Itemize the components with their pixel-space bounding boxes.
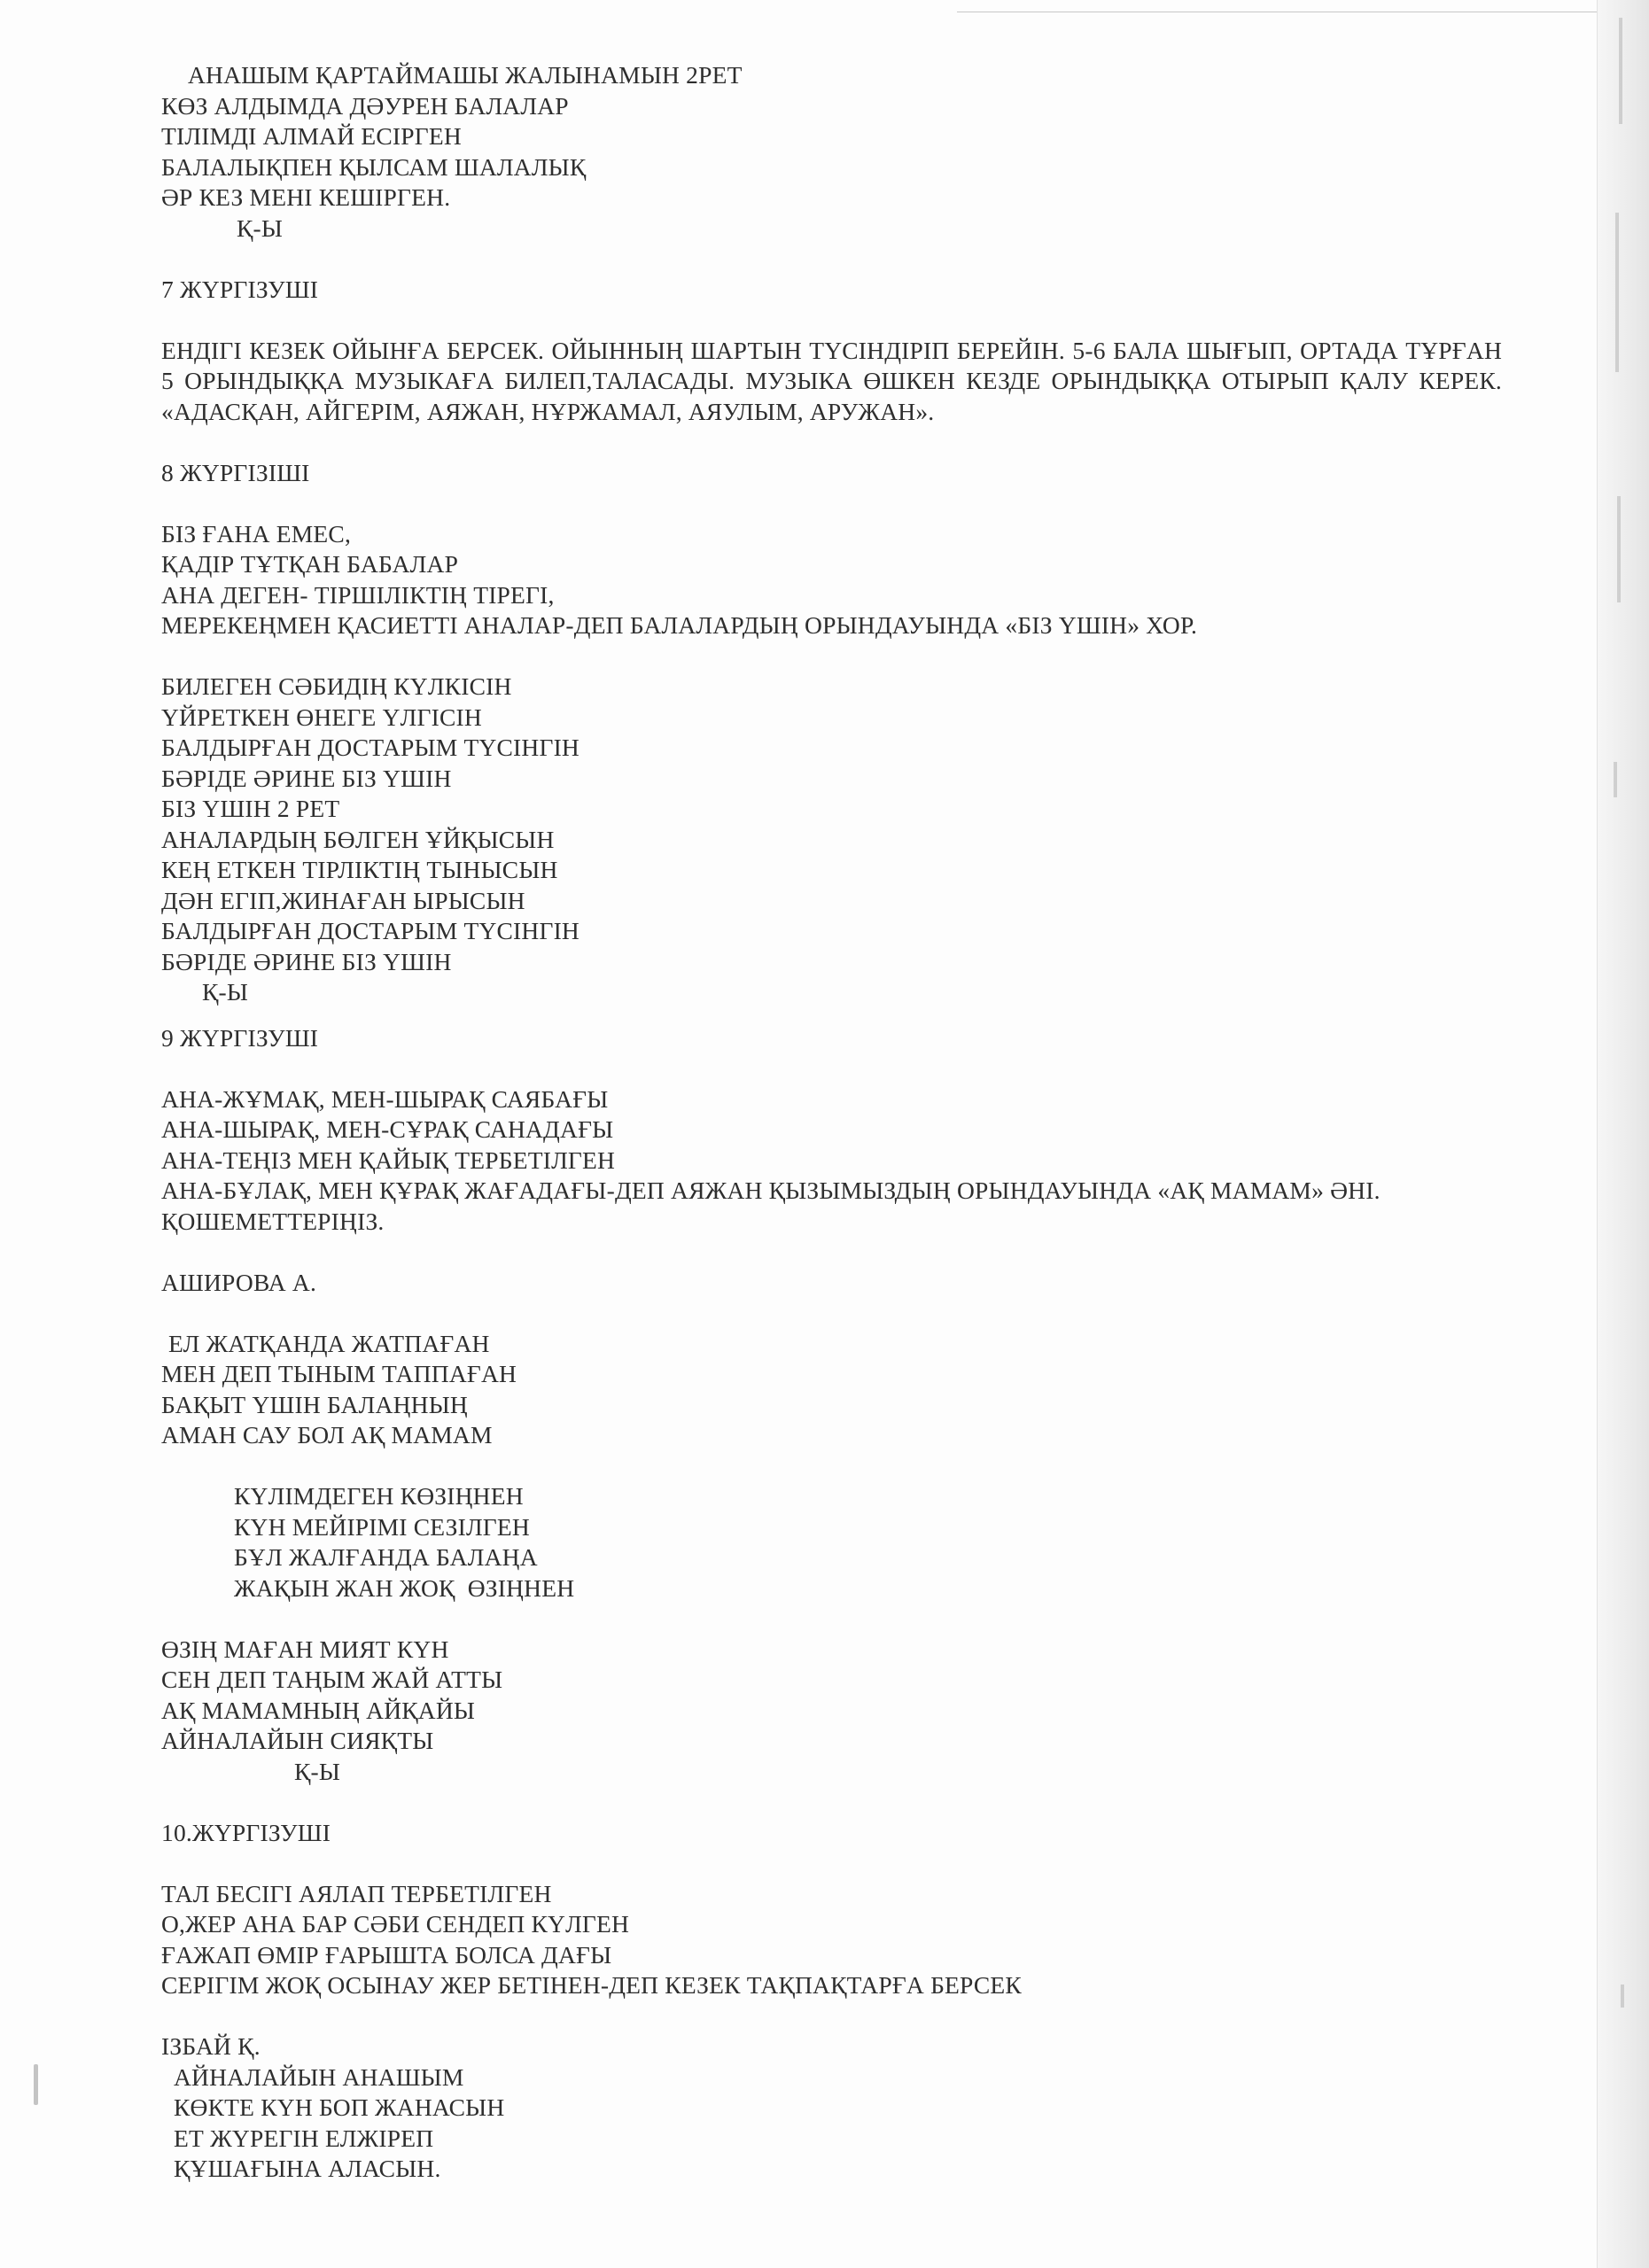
song-line: БӘРІДЕ ӘРИНЕ БІЗ ҮШІН: [161, 947, 452, 975]
song-line: КҮЛІМДЕГЕН КӨЗІҢНЕН: [234, 1482, 524, 1510]
poem-line: ҚОШЕМЕТТЕРІҢІЗ.: [161, 1207, 385, 1235]
poem-line: АНА-БҰЛАҚ, МЕН ҚҰРАҚ ЖАҒАДАҒЫ-ДЕП АЯЖАН ҚЫЗЫМЫЗДЫҢ ОРЫНДАУЫНДА «АҚ МАМАМ» ӘНІ.: [161, 1177, 1381, 1204]
performer-name: АШИРОВА А.: [161, 1268, 317, 1296]
poem-line: ҚҰШАҒЫНА АЛАСЫН.: [174, 2155, 441, 2182]
poem-line: АНАШЫМ ҚАРТАЙМАШЫ ЖАЛЫНАМЫН 2РЕТ: [188, 61, 743, 89]
chorus-marker: Қ-Ы: [237, 214, 284, 242]
song-line: ДӘН ЕГІП,ЖИНАҒАН ЫРЫСЫН: [161, 886, 525, 914]
poem-line: БАЛАЛЫҚПЕН ҚЫЛСАМ ШАЛАЛЫҚ: [161, 152, 587, 181]
song-line: БАҚЫТ ҮШІН БАЛАҢНЫҢ: [161, 1390, 468, 1418]
poem-line: АНА-ЖҰМАҚ, МЕН-ШЫРАҚ САЯБАҒЫ: [161, 1084, 609, 1113]
poem-line: ҚАДІР ТҰТҚАН БАБАЛАР: [161, 550, 459, 578]
song-line: БИЛЕГЕН СӘБИДІҢ КҮЛКІСІН: [161, 672, 512, 700]
poem-line: БІЗ ҒАНА ЕМЕС,: [161, 519, 352, 548]
poem-line: АНА ДЕГЕН- ТІРШІЛІКТІҢ ТІРЕГІ,: [161, 580, 555, 609]
document-body: [161, 60, 1508, 2185]
poem-line: АНА-ТЕҢІЗ МЕН ҚАЙЫҚ ТЕРБЕТІЛГЕН: [161, 1146, 616, 1174]
song-line: БІЗ ҮШІН 2 РЕТ: [161, 795, 340, 822]
song-line: МЕН ДЕП ТЫНЫМ ТАППАҒАН: [161, 1360, 517, 1387]
scan-right-edge: [1597, 0, 1649, 2268]
poem-line: ЕТ ЖҮРЕГІН ЕЛЖІРЕП: [174, 2124, 434, 2152]
song-line: ӨЗІҢ МАҒАН МИЯТ КҮН: [161, 1635, 449, 1663]
performer-name: ІЗБАЙ Қ.: [161, 2032, 261, 2060]
section-heading: 8 ЖҮРГІЗІШІ: [161, 458, 310, 486]
song-line: КҮН МЕЙІРІМІ СЕЗІЛГЕН: [234, 1512, 530, 1541]
song-line: БҰЛ ЖАЛҒАНДА БАЛАҢА: [234, 1543, 538, 1571]
poem-line: АЙНАЛАЙЫН АНАШЫМ: [174, 2062, 464, 2091]
poem-line: ӘР КЕЗ МЕНІ КЕШІРГЕН.: [161, 183, 451, 211]
chorus-marker: Қ-Ы: [294, 1757, 341, 1785]
song-line: ЖАҚЫН ЖАН ЖОҚ ӨЗІҢНЕН: [234, 1573, 575, 1602]
poem-line: ТІЛІМДІ АЛМАЙ ЕСІРГЕН: [161, 122, 462, 150]
song-line: ҮЙРЕТКЕН ӨНЕГЕ ҮЛГІСІН: [161, 703, 482, 731]
poem-line: СЕРІГІМ ЖОҚ ОСЫНАУ ЖЕР БЕТІНЕН-ДЕП КЕЗЕК ТАҚПАҚТАРҒА БЕРСЕК: [161, 1971, 1022, 1999]
scan-artifact: [1621, 1984, 1624, 2008]
section-heading: 7 ЖҮРГІЗУШІ: [161, 275, 319, 303]
poem-line: КӨЗ АЛДЫМДА ДӘУРЕН БАЛАЛАР: [161, 91, 569, 120]
section-heading: 10.ЖҮРГІЗУШІ: [161, 1818, 331, 1846]
scan-artifact: [1615, 213, 1619, 372]
poem-line: ҒАЖАП ӨМІР ҒАРЫШТА БОЛСА ДАҒЫ: [161, 1940, 612, 1969]
song-line: БӘРІДЕ ӘРИНЕ БІЗ ҮШІН: [161, 764, 452, 792]
poem-line: КӨКТЕ КҮН БОП ЖАНАСЫН: [174, 2093, 505, 2121]
song-line: АЙНАЛАЙЫН СИЯҚТЫ: [161, 1727, 434, 1754]
scan-artifact: [1617, 496, 1621, 602]
scan-artifact: [1614, 762, 1617, 797]
song-line: АНАЛАРДЫҢ БӨЛГЕН ҰЙҚЫСЫН: [161, 825, 555, 853]
chorus-marker: Қ-Ы: [202, 978, 249, 1006]
song-line: ЕЛ ЖАТҚАНДА ЖАТПАҒАН: [168, 1329, 490, 1357]
section-heading: 9 ЖҮРГІЗУШІ: [161, 1023, 319, 1052]
poem-line: АНА-ШЫРАҚ, МЕН-СҰРАҚ САНАДАҒЫ: [161, 1115, 614, 1143]
song-line: АМАН САУ БОЛ АҚ МАМАМ: [161, 1421, 493, 1449]
scan-artifact: [1619, 18, 1622, 124]
poem-line: МЕРЕКЕҢМЕН ҚАСИЕТТІ АНАЛАР-ДЕП БАЛАЛАРДЫҢ ОРЫНДАУЫНДА «БІЗ ҮШІН» ХОР.: [161, 611, 1198, 639]
poem-line: ТАЛ БЕСІГІ АЯЛАП ТЕРБЕТІЛГЕН: [161, 1879, 552, 1907]
song-line: СЕН ДЕП ТАҢЫМ ЖАЙ АТТЫ: [161, 1666, 503, 1693]
paragraph: ЕНДІГІ КЕЗЕК ОЙЫНҒА БЕРСЕК. ОЙЫННЫҢ ШАРТЫН ТҮСІНДІРІП БЕРЕЙІН. 5-6 БАЛА ШЫҒЫП, ОРТАДА ТҰРҒАН 5 ОРЫНДЫҚҚА МУЗЫКАҒА БИЛЕП,ТАЛАСАДЫ. МУЗЫКА ӨШКЕН КЕЗДЕ ОРЫНДЫҚҚА ОТЫРЫП ҚАЛУ КЕРЕК. «АДАСҚАН, АЙГЕРІМ, АЯЖАН, НҰРЖАМАЛ, АЯУЛЫМ, АРУЖАН».: [161, 336, 1502, 425]
scan-left-mark: [34, 2064, 38, 2105]
song-line: БАЛДЫРҒАН ДОСТАРЫМ ТҮСІНГІН: [161, 734, 579, 761]
poem-line: О,ЖЕР АНА БАР СӘБИ СЕНДЕП КҮЛГЕН: [161, 1910, 630, 1938]
song-line: АҚ МАМАМНЫҢ АЙҚАЙЫ: [161, 1696, 476, 1724]
song-line: КЕҢ ЕТКЕН ТІРЛІКТІҢ ТЫНЫСЫН: [161, 856, 558, 883]
song-line: БАЛДЫРҒАН ДОСТАРЫМ ТҮСІНГІН: [161, 917, 579, 944]
